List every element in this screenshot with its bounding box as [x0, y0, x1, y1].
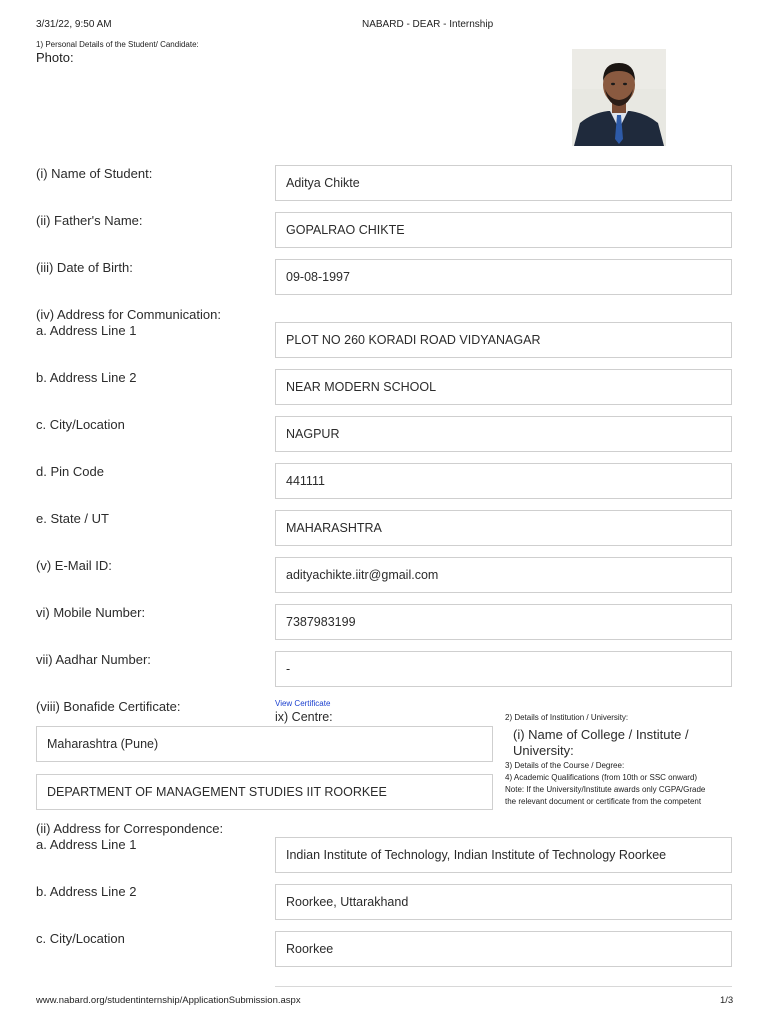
mobile-label: vi) Mobile Number: — [36, 605, 146, 620]
page-number: 1/3 — [720, 995, 734, 1006]
aadhar-label: vii) Aadhar Number: — [36, 652, 151, 667]
pin-code-label: d. Pin Code — [36, 464, 104, 479]
father-name-field: GOPALRAO CHIKTE — [275, 212, 732, 248]
correspondence-line-2-field: Roorkee, Uttarakhand — [275, 884, 732, 920]
correspondence-city-field: Roorkee — [275, 931, 732, 967]
address-line-2-field: NEAR MODERN SCHOOL — [275, 369, 732, 405]
view-certificate-link[interactable]: View Certificate — [275, 699, 331, 708]
aadhar-field: - — [275, 651, 732, 687]
correspondence-line-1-field: Indian Institute of Technology, Indian Institute of Technology Roorkee — [275, 837, 732, 873]
state-field: MAHARASHTRA — [275, 510, 732, 546]
date-of-birth-field: 09-08-1997 — [275, 259, 732, 295]
centre-label: ix) Centre: — [275, 710, 333, 724]
person-portrait-icon — [572, 49, 666, 146]
college-name-field: DEPARTMENT OF MANAGEMENT STUDIES IIT ROORKEE — [36, 774, 493, 810]
college-label-line-2: University: — [513, 743, 574, 758]
page-title: NABARD - DEAR - Internship — [362, 19, 494, 30]
correspondence-city-label: c. City/Location — [36, 931, 125, 946]
photo-label: Photo: — [36, 50, 74, 65]
note-line-2: the relevant document or certificate from the competent — [505, 797, 702, 806]
date-of-birth-label: (iii) Date of Birth: — [36, 260, 133, 275]
section-personal-details-heading: 1) Personal Details of the Student/ Candidate: — [36, 40, 199, 49]
state-label: e. State / UT — [36, 511, 109, 526]
address-line-1-label: a. Address Line 1 — [36, 323, 137, 338]
city-field: NAGPUR — [275, 416, 732, 452]
centre-field: Maharashtra (Pune) — [36, 726, 493, 762]
pin-code-field: 441111 — [275, 463, 732, 499]
student-name-field: Aditya Chikte — [275, 165, 732, 201]
email-field: adityachikte.iitr@gmail.com — [275, 557, 732, 593]
academic-heading: 4) Academic Qualifications (from 10th or SSC onward) — [505, 773, 698, 782]
mobile-field: 7387983199 — [275, 604, 732, 640]
address-line-2-label: b. Address Line 2 — [36, 370, 137, 385]
college-label-line-1: (i) Name of College / Institute / — [513, 727, 689, 742]
address-line-1-field: PLOT NO 260 KORADI ROAD VIDYANAGAR — [275, 322, 732, 358]
student-name-label: (i) Name of Student: — [36, 166, 153, 181]
correspondence-line-2-label: b. Address Line 2 — [36, 884, 137, 899]
print-datetime: 3/31/22, 9:50 AM — [36, 19, 112, 30]
divider — [275, 986, 732, 987]
email-label: (v) E-Mail ID: — [36, 558, 112, 573]
communication-address-label: (iv) Address for Communication: — [36, 307, 221, 322]
student-photo — [572, 49, 666, 146]
father-name-label: (ii) Father's Name: — [36, 213, 143, 228]
course-heading: 3) Details of the Course / Degree: — [505, 761, 625, 770]
city-label: c. City/Location — [36, 417, 125, 432]
bonafide-label: (viii) Bonafide Certificate: — [36, 699, 181, 714]
correspondence-line-1-label: a. Address Line 1 — [36, 837, 137, 852]
institution-heading: 2) Details of Institution / University: — [505, 713, 629, 722]
note-line-1: Note: If the University/Institute awards only CGPA/Grade — [505, 785, 706, 794]
correspondence-address-label: (ii) Address for Correspondence: — [36, 821, 224, 836]
footer-url: www.nabard.org/studentinternship/ApplicationSubmission.aspx — [36, 995, 301, 1006]
